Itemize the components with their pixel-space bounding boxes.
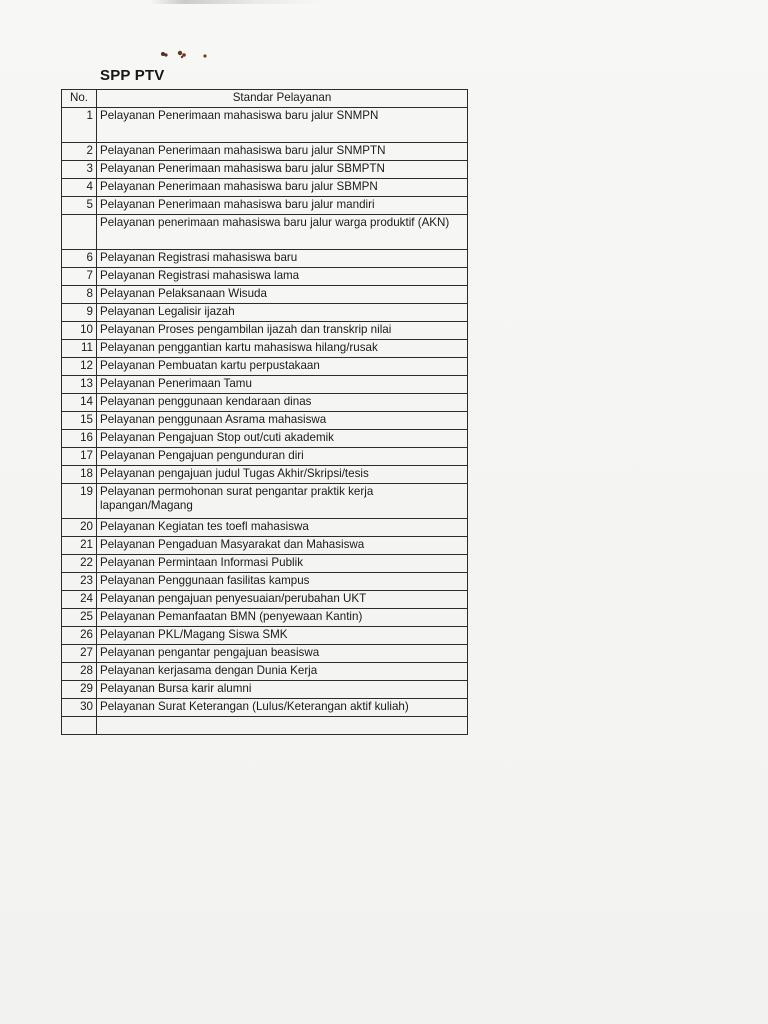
row-number: 17 xyxy=(62,448,97,466)
row-service: Pelayanan pengantar pengajuan beasiswa xyxy=(97,645,468,663)
table-row xyxy=(62,179,468,197)
table-row xyxy=(62,108,468,143)
table-row xyxy=(62,268,468,286)
row-number xyxy=(62,215,97,250)
table-row xyxy=(62,215,468,250)
row-number: 18 xyxy=(62,466,97,484)
table-row xyxy=(62,322,468,340)
table-row xyxy=(62,412,468,430)
row-number: 29 xyxy=(62,681,97,699)
table-row xyxy=(62,609,468,627)
row-service: Pelayanan Pemanfaatan BMN (penyewaan Kantin) xyxy=(97,609,468,627)
row-service: Pelayanan penerimaan mahasiswa baru jalur warga produktif (AKN) xyxy=(97,215,468,250)
row-service: Pelayanan penggunaan kendaraan dinas xyxy=(97,394,468,412)
row-number: 21 xyxy=(62,537,97,555)
table-row xyxy=(62,340,468,358)
row-number: 14 xyxy=(62,394,97,412)
row-number: 30 xyxy=(62,699,97,717)
header-service: Standar Pelayanan xyxy=(97,90,468,108)
table-row xyxy=(62,448,468,466)
table-row xyxy=(62,358,468,376)
row-service: Pelayanan Surat Keterangan (Lulus/Keterangan aktif kuliah) xyxy=(97,699,468,717)
row-number: 1 xyxy=(62,108,97,143)
row-number: 11 xyxy=(62,340,97,358)
table-row xyxy=(62,161,468,179)
row-service: Pelayanan Pengaduan Masyarakat dan Mahasiswa xyxy=(97,537,468,555)
row-service: Pelayanan Pengajuan Stop out/cuti akademik xyxy=(97,430,468,448)
table-row xyxy=(62,573,468,591)
table-row xyxy=(62,681,468,699)
row-number: 2 xyxy=(62,143,97,161)
row-service: Pelayanan Penerimaan mahasiswa baru jalur mandiri xyxy=(97,197,468,215)
row-service: Pelayanan pengajuan judul Tugas Akhir/Skripsi/tesis xyxy=(97,466,468,484)
row-service xyxy=(97,717,468,735)
row-number: 24 xyxy=(62,591,97,609)
row-number: 16 xyxy=(62,430,97,448)
row-service: Pelayanan Penerimaan mahasiswa baru jalur SNMPN xyxy=(97,108,468,143)
row-number: 6 xyxy=(62,250,97,268)
table-row xyxy=(62,466,468,484)
row-number: 25 xyxy=(62,609,97,627)
table-row xyxy=(62,250,468,268)
row-service: Pelayanan Registrasi mahasiswa baru xyxy=(97,250,468,268)
row-number: 28 xyxy=(62,663,97,681)
row-number: 23 xyxy=(62,573,97,591)
row-service: Pelayanan permohonan surat pengantar praktik kerja lapangan/Magang xyxy=(97,484,468,519)
row-number: 26 xyxy=(62,627,97,645)
row-number: 10 xyxy=(62,322,97,340)
row-number: 3 xyxy=(62,161,97,179)
table-row xyxy=(62,197,468,215)
row-number: 7 xyxy=(62,268,97,286)
page-title: SPP PTV xyxy=(100,67,165,84)
table-row xyxy=(62,627,468,645)
table-row xyxy=(62,286,468,304)
row-service: Pelayanan Pelaksanaan Wisuda xyxy=(97,286,468,304)
row-number xyxy=(62,717,97,735)
header-no: No. xyxy=(62,90,97,108)
row-number: 27 xyxy=(62,645,97,663)
ink-smudge-mark xyxy=(155,48,215,62)
row-service: Pelayanan Kegiatan tes toefl mahasiswa xyxy=(97,519,468,537)
row-number: 19 xyxy=(62,484,97,519)
table-row xyxy=(62,143,468,161)
table-row xyxy=(62,376,468,394)
row-number: 20 xyxy=(62,519,97,537)
row-number: 15 xyxy=(62,412,97,430)
service-standards-table xyxy=(61,89,468,735)
row-service: Pelayanan penggunaan Asrama mahasiswa xyxy=(97,412,468,430)
row-number: 4 xyxy=(62,179,97,197)
row-service: Pelayanan Registrasi mahasiswa lama xyxy=(97,268,468,286)
row-service: Pelayanan Proses pengambilan ijazah dan transkrip nilai xyxy=(97,322,468,340)
row-service: Pelayanan Pembuatan kartu perpustakaan xyxy=(97,358,468,376)
row-number: 13 xyxy=(62,376,97,394)
row-service: Pelayanan Legalisir ijazah xyxy=(97,304,468,322)
row-number: 9 xyxy=(62,304,97,322)
row-service: Pelayanan Penerimaan mahasiswa baru jalur SBMPTN xyxy=(97,161,468,179)
row-service: Pelayanan pengajuan penyesuaian/perubahan UKT xyxy=(97,591,468,609)
row-number: 5 xyxy=(62,197,97,215)
table-row xyxy=(62,645,468,663)
row-service: Pelayanan penggantian kartu mahasiswa hilang/rusak xyxy=(97,340,468,358)
table-row xyxy=(62,484,468,519)
row-number: 12 xyxy=(62,358,97,376)
row-service: Pelayanan Penerimaan mahasiswa baru jalur SNMPTN xyxy=(97,143,468,161)
row-service: Pelayanan Penggunaan fasilitas kampus xyxy=(97,573,468,591)
row-service: Pelayanan Penerimaan mahasiswa baru jalur SBMPN xyxy=(97,179,468,197)
row-number: 8 xyxy=(62,286,97,304)
row-service: Pelayanan Penerimaan Tamu xyxy=(97,376,468,394)
row-service: Pelayanan Pengajuan pengunduran diri xyxy=(97,448,468,466)
table-row-empty xyxy=(62,717,468,735)
table-row xyxy=(62,591,468,609)
row-service: Pelayanan Permintaan Informasi Publik xyxy=(97,555,468,573)
table-row xyxy=(62,663,468,681)
row-number: 22 xyxy=(62,555,97,573)
table-row xyxy=(62,394,468,412)
table-header-row xyxy=(62,90,468,108)
table-row xyxy=(62,519,468,537)
scan-edge-shadow xyxy=(150,0,320,4)
table-row xyxy=(62,699,468,717)
table-row xyxy=(62,304,468,322)
table-row xyxy=(62,430,468,448)
row-service: Pelayanan Bursa karir alumni xyxy=(97,681,468,699)
row-service: Pelayanan PKL/Magang Siswa SMK xyxy=(97,627,468,645)
table-row xyxy=(62,537,468,555)
table-row xyxy=(62,555,468,573)
row-service: Pelayanan kerjasama dengan Dunia Kerja xyxy=(97,663,468,681)
